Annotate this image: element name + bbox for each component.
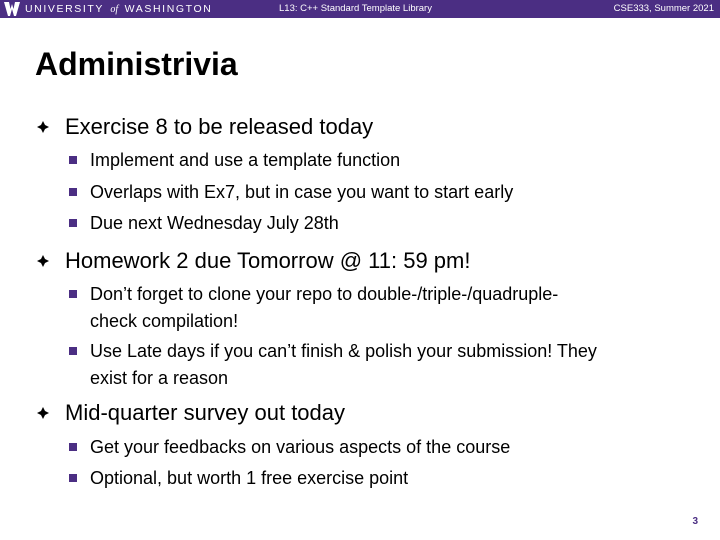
diamond-bullet-icon xyxy=(37,255,49,267)
sub-bullet-text: Don’t forget to clone your repo to double-/triple-/quadruple- xyxy=(90,284,559,304)
header-bar xyxy=(0,0,720,18)
bullet-text: Homework 2 due Tomorrow @ 11: 59 pm! xyxy=(65,248,471,273)
square-bullet-icon xyxy=(69,443,77,451)
sub-bullet-text: Optional, but worth 1 free exercise point xyxy=(90,468,409,488)
sub-bullet-text: Get your feedbacks on various aspects of the course xyxy=(90,437,511,457)
square-bullet-icon xyxy=(69,474,77,482)
square-bullet-icon xyxy=(69,347,77,355)
square-bullet-icon xyxy=(69,188,77,196)
slide-title: Administrivia xyxy=(35,46,238,82)
sub-bullet-text-continued: exist for a reason xyxy=(90,368,229,388)
sub-bullet-text: Overlaps with Ex7, but in case you want to start early xyxy=(90,182,514,202)
diamond-bullet-icon xyxy=(37,407,49,419)
course-label: CSE333, Summer 2021 xyxy=(613,3,714,14)
sub-bullet-text: Due next Wednesday July 28th xyxy=(90,213,339,233)
diamond-bullet-icon xyxy=(37,121,49,133)
bullet-text: Exercise 8 to be released today xyxy=(65,114,374,139)
square-bullet-icon xyxy=(69,156,77,164)
uw-w-icon xyxy=(4,2,20,16)
square-bullet-icon xyxy=(69,290,77,298)
university-name: UNIVERSITY of WASHINGTON xyxy=(25,3,213,15)
uw-logo xyxy=(4,2,212,16)
sub-bullet-text-continued: check compilation! xyxy=(90,311,239,331)
square-bullet-icon xyxy=(69,219,77,227)
sub-bullet-text: Use Late days if you can’t finish & polish your submission! They xyxy=(90,341,597,361)
bullet-text: Mid-quarter survey out today xyxy=(65,400,346,425)
lecture-title: L13: C++ Standard Template Library xyxy=(279,3,432,14)
page-number: 3 xyxy=(692,516,698,527)
sub-bullet-text: Implement and use a template function xyxy=(90,150,401,170)
